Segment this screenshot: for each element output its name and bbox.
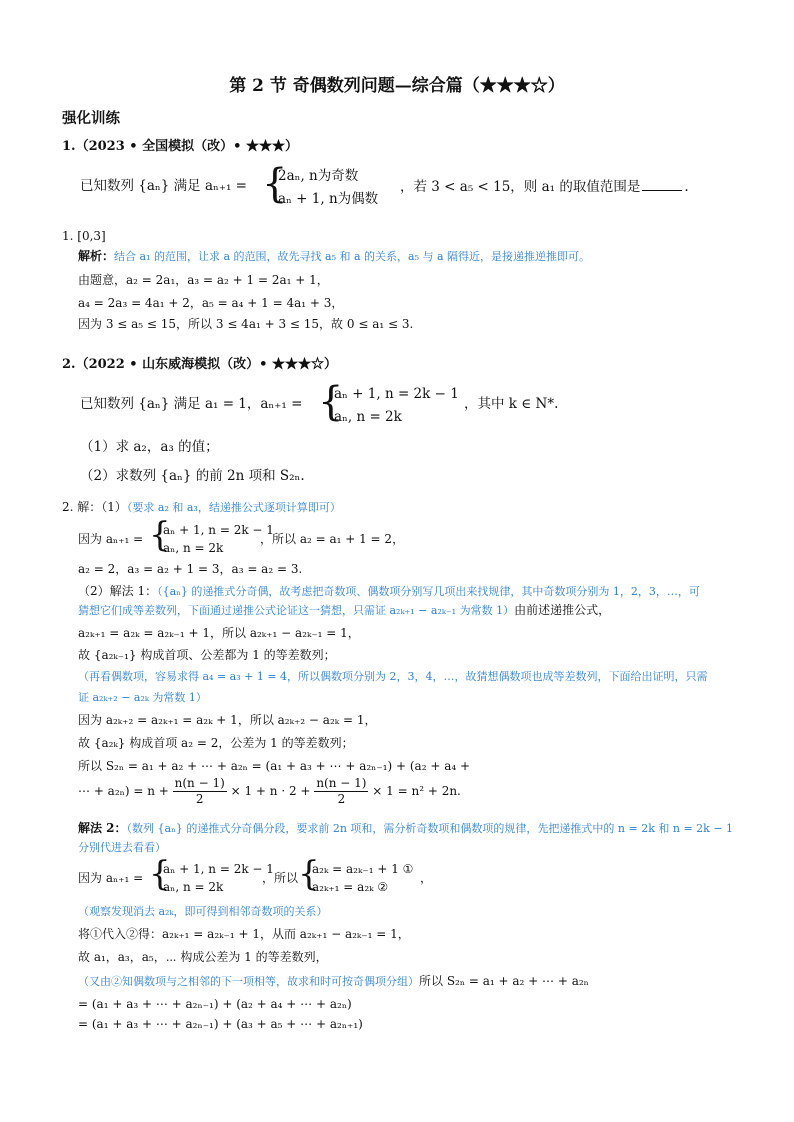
a2-m1-line-6: ⋯ + a₂ₙ) = n + $\frac{n(n - 1)}{2}$ × 1 + n · 2 + $\frac{n(n - 1)}{2}$ × 1 = n² + 2n. [78, 776, 461, 807]
a2-m1-note-d: 证 a₂ₖ₊₂ − a₂ₖ 为常数 1） [78, 691, 207, 704]
a2-m1-note-c: （再看偶数项，容易求得 a₄ = a₃ + 1 = 4，所以偶数项分别为 2，3，4，…，故猜想偶数项也成等差数列，下面给出证明，只需 [78, 670, 708, 683]
a1-line-2: a₄ = 2a₃ = 4a₁ + 2，a₅ = a₄ + 1 = 4a₁ + 3， [78, 296, 344, 310]
a2-m2-mid: ，所以 [262, 871, 299, 885]
q2-stem-suffix: ，其中 k ∈ N*. [464, 396, 559, 412]
a2-s1-brace: { [149, 515, 171, 555]
a2-s1-case-1: aₙ + 1, n = 2k − 1 [163, 523, 274, 537]
q1-case-odd: 2aₙ, n为奇数 [278, 168, 359, 184]
a1-line-1: 由题意，a₂ = 2a₁，a₃ = a₂ + 1 = 2a₁ + 1， [78, 273, 329, 287]
a2-m2-brace-1: { [149, 854, 171, 894]
a2-m2-case-2: aₙ, n = 2k [163, 880, 224, 894]
a2-m2-end: ， [420, 871, 433, 885]
a2-s2: a₂ = 2，a₃ = a₂ + 1 = 3，a₃ = a₂ = 3. [78, 562, 303, 576]
a2-m2-rel-2: a₂ₖ₊₁ = a₂ₖ ② [312, 880, 389, 894]
a2-s1-case-2: aₙ, n = 2k [163, 541, 224, 555]
page-title: 第 2 节 奇偶数列问题—综合篇（★★★☆） [229, 76, 565, 96]
a2-m1-line-3: 因为 a₂ₖ₊₂ = a₂ₖ₊₁ = a₂ₖ + 1，所以 a₂ₖ₊₂ − a₂ₖ = 1， [78, 713, 377, 727]
a2-m1-line-2: 故 {a₂ₖ₋₁} 构成首项、公差都为 1 的等差数列； [78, 648, 336, 662]
a2-m2-note-b: 分别代进去看看） [78, 841, 166, 854]
section-heading: 强化训练 [62, 110, 120, 127]
a2-s1-suffix: ，所以 a₂ = a₁ + 1 = 2， [260, 532, 405, 546]
a2-m1-note-b: 猜想它们成等差数列，下面通过递推公式论证这一猜想，只需证 a₂ₖ₊₁ − a₂ₖ₋₁ 为常数 1）由前述递推公式， [78, 603, 611, 617]
a2-m2-case-1: aₙ + 1, n = 2k − 1 [163, 862, 274, 876]
a2-m2-prefix: 因为 aₙ₊₁ = [78, 871, 144, 885]
a2-part1-label: 2. 解：（1）（要求 a₂ 和 a₃，结递推公式逐项计算即可） [62, 500, 341, 514]
q1-answer-blank [642, 180, 682, 191]
a2-m1-line-1: a₂ₖ₊₁ = a₂ₖ = a₂ₖ₋₁ + 1，所以 a₂ₖ₊₁ − a₂ₖ₋₁ = 1， [78, 626, 360, 640]
fraction-2: $\frac{n(n - 1)}{2}$ [316, 776, 367, 807]
q2-part-1: （1）求 a₂，a₃ 的值； [80, 439, 219, 455]
a2-m2-line-2: 故 a₁，a₃，a₅，⋯ 构成公差为 1 的等差数列， [78, 950, 328, 964]
a2-m2-line-3: = (a₁ + a₃ + ⋯ + a₂ₙ₋₁) + (a₂ + a₄ + ⋯ + a₂ₙ) [78, 997, 352, 1011]
a2-m2-note-c: （观察发现消去 a₂ₖ，即可得到相邻奇数项的关系） [78, 905, 328, 918]
a2-m2-line-1: 将①代入②得：a₂ₖ₊₁ = a₂ₖ₋₁ + 1，从而 a₂ₖ₊₁ − a₂ₖ₋₁ = 1， [78, 927, 410, 941]
a2-m2-note-d: （又由②知偶数项与之相邻的下一项相等，故求和时可按奇偶项分组）所以 S₂ₙ = a₁ + a₂ + ⋯ + a₂ₙ [78, 974, 589, 988]
q2-case-2: aₙ, n = 2k [334, 409, 402, 425]
q2-case-1: aₙ + 1, n = 2k − 1 [334, 386, 459, 402]
a1-answer: 1. [0,3] [62, 229, 106, 243]
a2-s1-prefix: 因为 aₙ₊₁ = [78, 532, 144, 546]
a2-m1-line-5: 所以 S₂ₙ = a₁ + a₂ + ⋯ + a₂ₙ = (a₁ + a₃ + ⋯ + a₂ₙ₋₁) + (a₂ + a₄ + [78, 759, 471, 773]
q1-case-even: aₙ + 1, n为偶数 [278, 191, 379, 207]
q1-header: 1.（2023 • 全国模拟（改）• ★★★） [62, 139, 298, 154]
a2-m2-brace-2: { [298, 854, 320, 894]
q2-header: 2.（2022 • 山东威海模拟（改）• ★★★☆） [62, 357, 337, 372]
q2-stem-prefix: 已知数列 {aₙ} 满足 a₁ = 1，aₙ₊₁ = [80, 396, 303, 412]
q2-part-2: （2）求数列 {aₙ} 的前 2n 项和 S₂ₙ. [80, 468, 305, 484]
q2-brace: { [318, 379, 344, 425]
a2-m2-label: 解法 2：（数列 {aₙ} 的递推式分奇偶分段，要求前 2n 项和，需分析奇数项和偶数项的规律，先把递推式中的 n = 2k 和 n = 2k − 1 [78, 821, 734, 835]
fraction-1: $\frac{n(n - 1)}{2}$ [174, 776, 225, 807]
a1-analysis: 解析：结合 a₁ 的范围，让求 a 的范围，故先寻找 a₅ 和 a 的关系，a₅ 与 a 隔得近，是接递推逆推即可。 [78, 249, 591, 263]
a2-m2-rel-1: a₂ₖ = a₂ₖ₋₁ + 1 ① [312, 862, 414, 876]
q1-brace: { [262, 161, 288, 207]
a2-m1-label: （2）解法 1：（{aₙ} 的递推式分奇偶，故考虑把奇数项、偶数项分别写几项出来找规律，其中奇数项分别为 1，2，3，…，可 [78, 584, 700, 598]
a1-line-3: 因为 3 ≤ a₅ ≤ 15，所以 3 ≤ 4a₁ + 3 ≤ 15，故 0 ≤ a₁ ≤ 3. [78, 317, 414, 331]
q1-stem-suffix: ，若 3 < a₅ < 15，则 a₁ 的取值范围是 . [400, 179, 689, 195]
q1-stem-prefix: 已知数列 {aₙ} 满足 aₙ₊₁ = [80, 178, 247, 194]
a2-m1-line-4: 故 {a₂ₖ} 构成首项 a₂ = 2，公差为 1 的等差数列； [78, 736, 354, 750]
a2-m2-line-4: = (a₁ + a₃ + ⋯ + a₂ₙ₋₁) + (a₃ + a₅ + ⋯ + a₂ₙ₊₁) [78, 1017, 363, 1031]
